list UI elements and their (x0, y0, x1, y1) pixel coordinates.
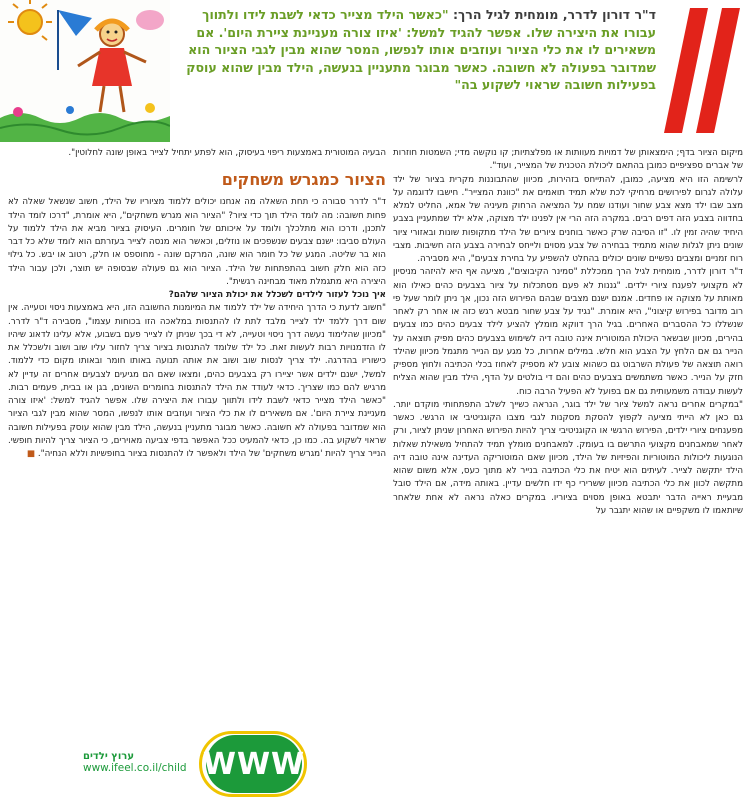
paragraph-text: "חשוב לדעת כי הדרך היחידה של ילד ללמוד את המיומנות החשובה הזו, היא באמצעות ניסוי וטעייה. אין שום דרך ללמד ילד לצייר מלבד לתת לו להתנסות במלאכה הזו בכוחות עצמו", מסבירה ד"ר לדרר. "מכיוון שהלימוד נעשה דרך ניסוי וטעייה, לא די בכך שניתן לו לצייר פעם בשבוע, אלא עלינו לדאוג שיהיו לו הזדמנויות רבות לעשות זאת. כל ילד שלומד להתנסות בציור צריך לחזור עליו שוב ושוב ולשכלל את כישוריו בהדרגה. ילד צריך לנסות שוב ושוב את אותה תנועה באותו חומר ובאותו מקום כדי ללמוד. למשל, ישנם ילדים אשר יציירו רק בצבעים כהים, ומצאו שאם הם מגיעים לצבעים אחרים זה עדיין לא מרגיש להם כמו שצריך. כדאי לעודד את הילד להתנסות בחומרים השונים, בגן או בבית, פעמים רבות. "כאשר הילד מצייר כדאי לשבת לידו ולתווך עבורו את היצירה שלו. אפשר להגיד למשל: 'איזו צורה מעניינת ציירת היום'. אם משאירים לו את כלי הציור ועוזבים אותו לנפשו, המסר שהוא מבין לגבי הציור הוא שמדובר בפעולה לא חשובה. כאשר מבוגר מתעניין בנעשה, הילד מבין שהוא עוסק בפעילות חשובה שראוי לשקוע בה. כמו כן, כדאי להמעיט ככל האפשר בדפי צביעה מאוירים, כי הציור צריך להיות חופשי. הנייר צריך להיות 'מגרש משחקים' של הילד ולאפשר לו להתנסות בציור בחופשיות וללא הנחיה". (8, 303, 386, 459)
article-column-right (393, 147, 743, 792)
quote-marks-icon (660, 8, 742, 133)
www-channel-title: ערוץ ילדים (83, 751, 134, 762)
paragraph (8, 302, 386, 461)
www-promo-box (8, 735, 386, 793)
section-question: איך נוכל לעזור לילדים לשכלל את יכולת הציור שלהם? (168, 290, 386, 300)
www-url-link[interactable]: www.ifeel.co.il/child (83, 762, 187, 774)
paragraph: הבעיה המוטורית באמצעות ריפוי בעיסוק, הוא לפתע יתחיל לצייר באופן שונה לחלוטין". (68, 148, 386, 158)
www-badge-label: WWW (202, 746, 306, 782)
pull-quote-author: ד"ר דורון לדרר, מומחית לגיל הרך: (452, 7, 656, 22)
paragraph: "במקרים אחרים נראה למשל ציור של ילד בוגר, הנראה כשייך לשלב התפתחותי מוקדם יותר. גם כאן לא הייתי מציעה לקפוץ להסקת מסקנות לגבי מצבו הקוגניטיבי או הרגשי. כאשר מפענחים ציורי ילדים, הפירוש הרגשי או הקוגניטיבי צריך להיות הפירוש האחרון שניתן לציור, ורק לאחר שמאבחנים מקצועי התרשם בו בעומק. למאבחנים מומלץ תמיד להתחיל משאילת שאלות הנוגעות ליכולות המוטוריות והפיזיות של הילד, מכיוון שאם המוטוריקה העדינה אינה טובה דיה הילד יתקשה לצייר. לעיתים הוא יטיח את כלי הכתיבה בנייר לא מתוך כעס, אלא משום שהוא מתקשה לכוון את כלי הכתיבה מכיוון ששרירי כף ידו חלשים עדיין. באותה מידה, אם הילד סובל מבעיית ראייה הדבר יתבטא באופן מסוים בציוריו. במקרים כאלה נראה לא אחת שלאחר שיותאמו לו משקפיים או שהוא יתגבר על (393, 399, 743, 516)
www-text-block (83, 751, 198, 774)
pull-quote (172, 6, 656, 140)
paragraph: ד"ר לדרר סבורה כי תחת השאלה מה אנחנו יכולים ללמוד מציוריו של הילד, חשוב שנשאל שאלה לא פחות חשובה: מה לומד הילד תוך כדי ציור? "הציור הוא מגרש משחקים", היא אומרת, "דרכו לומד הילד לתכנן, ודרכו הוא מתלכלך ולומד על איכותם של חומרים. העיסוק בציור מביא את הילד ללמוד על העולם סביבו: ישנם צבעים שנשפכים או נוזלים, וכאשר הוא מנסה לצייר בעזרתם הוא לומד שלא כל דבר הוא בר שליטה. המגע של כל חומר הוא שונה, המרקם שונה - מחוספס או חלק, רטוב או יבש. כל גילוי כזה הוא חלק חשוב בהתפתחות של הילד. הציור הוא גם פעולה שבסופה יש תוצר, ולכן עבור הילד היצירה היא מתגמלת מאוד מבחינה רגשית". (8, 197, 386, 287)
child-drawing-illustration (0, 0, 170, 142)
article-column-left (8, 147, 386, 727)
end-mark-icon: ■ (26, 449, 36, 459)
www-badge[interactable] (202, 735, 306, 793)
paragraph: לרשימה הזו היא מציעה, כמובן, להתייחס בזהירות, מכיוון שהתבוננות מקרית בציור של ילד עלולה לגרום לפירושים מרחיקי לכת שלא תמיד תואמים את "כוונת המצייר". חישבו לדוגמה על מצב שבו ילד מצא צבע שחור ועודנו שמח על המציאה הרחוק מעיניה של אמא, החליט למלא בחדווה בצבע הזה דפים רבים. במקרה הזה הרי אין לפנינו ילד מצוקה, אלא ילד שמתעניין בצבע היחיד שהיה זמין לו. "זו הסיבה שרק כאשר בוחנים ציורים של הילד מתקופות שונות ובאזורי ציור שונים ניתן לגלות שהוא מתמיד בבחירה של צבע מסוים ולייחס לבחירה בצבע הזה חשיבות. מצבי רוח זמניים ומצבים נפשיים שונים יכולים בהחלט להשפיע על בחירת צבעים", היא מסבירה. (393, 174, 743, 264)
section-title: הציור כמגרש משחקים (221, 170, 386, 190)
paragraph: ד"ר דורון לדרר, מומחית לגיל הרך ממכללת "סמינר הקיבוצים", מציעה אף היא להיזהר מניסיון לא מקצועי לפענח ציורי ילדים. "גננות לא פעם מסתכלות על ציור בצבעים כהים כאילו הוא מאותת על מצוקה או פחדים. אמנם ישנם מצבים שבהם הפירוש הזה נכון, אך ניתן לומר שעל פי רוב מדובר בפירוש קיצוני", היא אומרת. "נגיד על צבע שחור מבטא רגש כזה או אחר רק לאחר שנשללו כל ההסברים האחרים. בגיל הרך דווקא מומלץ להציע לילד צבעים כהים כמו צבעים בהירים, מכיוון שבשאר היכולת המוטורית אינה טובה דיה לשימוש בצבעים כהים מפיק תוצאה על הנייר גם אם הלחץ על הצבע הוא חלש. במילים אחרות, כל מגע עם הנייר מתגמל מכיוון שהילד רואה תוצאה של פעולת השרבוט גם כשהוא צובע לא מספיק לאחוז בכלי הכתיבה ולחוץ מספיק חזק על הנייר. כאשר משתמשים בצבעים כהים והם די בולטים על הדף, הילד מבין שהוא הצליח לעשות עבודה משמעותית גם אם בפועל לא הפעיל הרבה כוח. (393, 267, 743, 397)
paragraph: מיקום הציור בדף; הימצאותן של דמויות מעוותות או מפלצתיות; קו נוקשה מדי; השמטות חוזרות של אברים ספציפיים כמובן בהתאם ליכולת הטכנית של המצייר, ועוד". (393, 148, 743, 172)
pull-quote-text: "כאשר הילד מצייר כדאי לשבת לידו ולתווך עבורו את היצירה שלו. אפשר להגיד למשל: 'איזו צורה מעניינת ציירת היום'. אם משאירים לו את כלי הציור ועוזבים אותו לנפשו, המסר שהוא מבין לגבי הציור הוא שמדובר בפעולה לא חשובה. כאשר מבוגר מתעניין בנעשה, הילד מבין שהוא עוסק בפעילות חשובה שראוי לשקוע בה" (186, 7, 656, 92)
